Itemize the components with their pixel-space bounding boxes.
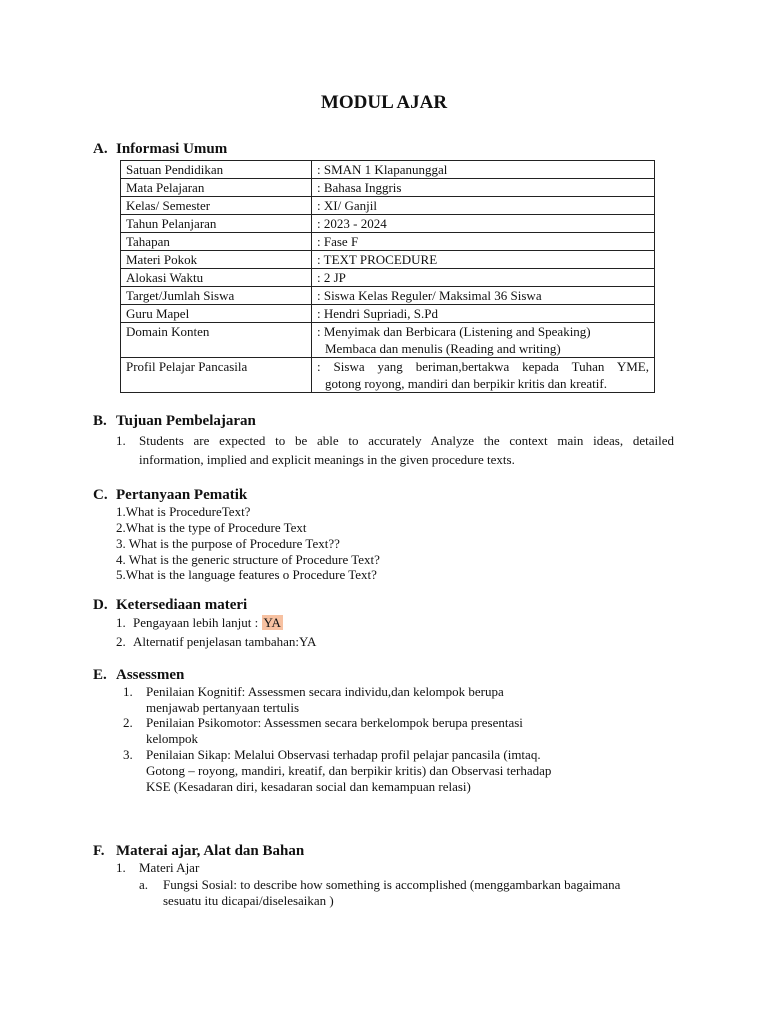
ketersediaan-item1-label: Pengayaan lebih lanjut : bbox=[133, 615, 262, 630]
section-f-heading bbox=[93, 843, 304, 860]
table-key: Kelas/ Semester bbox=[121, 197, 312, 215]
section-e-letter: E. bbox=[93, 667, 107, 683]
table-value: : Siswa Kelas Reguler/ Maksimal 36 Siswa bbox=[312, 287, 655, 305]
materi-sub-letter: a. bbox=[139, 877, 149, 892]
assessmen-item3-number: 3. bbox=[123, 747, 133, 762]
table-key: Tahun Pelanjaran bbox=[121, 215, 312, 233]
section-a-letter: A. bbox=[93, 141, 108, 157]
table-value: : Fase F bbox=[312, 233, 655, 251]
materi-item-label: Materi Ajar bbox=[139, 860, 200, 875]
section-c-heading bbox=[93, 487, 247, 504]
section-e-heading bbox=[93, 667, 184, 684]
table-value-line1: : Siswa yang beriman,bertakwa kepada Tuhan YME, bbox=[317, 359, 649, 374]
section-b-title: Tujuan Pembelajaran bbox=[116, 413, 256, 429]
assessmen-item2-number: 2. bbox=[123, 715, 133, 730]
pematik-question-5: 5.What is the language features o Procedure Text? bbox=[116, 567, 377, 582]
assessmen-item3-line3: KSE (Kesadaran diri, kesadaran social dan kemampuan relasi) bbox=[146, 779, 471, 794]
assessmen-item2-line2: kelompok bbox=[146, 731, 198, 746]
table-value bbox=[312, 358, 655, 393]
table-value: : SMAN 1 Klapanunggal bbox=[312, 161, 655, 179]
informasi-umum-table bbox=[120, 160, 655, 393]
table-value-line1: : Menyimak dan Berbicara (Listening and Speaking) bbox=[317, 324, 591, 339]
section-a-title: Informasi Umum bbox=[116, 141, 228, 157]
table-row bbox=[121, 269, 655, 287]
table-key: Alokasi Waktu bbox=[121, 269, 312, 287]
table-row bbox=[121, 358, 655, 393]
table-row bbox=[121, 233, 655, 251]
table-row bbox=[121, 287, 655, 305]
materi-item-number: 1. bbox=[116, 860, 126, 875]
assessmen-item1-line2: menjawab pertanyaan tertulis bbox=[146, 700, 300, 715]
document-title: MODUL AJAR bbox=[320, 92, 448, 113]
table-key: Tahapan bbox=[121, 233, 312, 251]
materi-sub-line1: Fungsi Sosial: to describe how something is accomplished (menggambarkan bagaimana bbox=[163, 877, 621, 892]
table-key: Domain Konten bbox=[121, 323, 312, 358]
table-key: Materi Pokok bbox=[121, 251, 312, 269]
table-value-line2: gotong royong, mandiri dan berpikir kritis dan kreatif. bbox=[325, 376, 607, 391]
pematik-question-2: 2.What is the type of Procedure Text bbox=[116, 520, 307, 535]
table-row bbox=[121, 215, 655, 233]
table-value: : XI/ Ganjil bbox=[312, 197, 655, 215]
table-row bbox=[121, 305, 655, 323]
assessmen-item3-line1: Penilaian Sikap: Melalui Observasi terhadap profil pelajar pancasila (imtaq. bbox=[146, 747, 541, 762]
table-value: : Bahasa Inggris bbox=[312, 179, 655, 197]
tujuan-item-number: 1. bbox=[116, 433, 126, 448]
materi-sub-line2: sesuatu itu dicapai/diselesaikan ) bbox=[163, 893, 334, 908]
table-value: : TEXT PROCEDURE bbox=[312, 251, 655, 269]
section-e-title: Assessmen bbox=[116, 667, 185, 683]
section-c-letter: C. bbox=[93, 487, 108, 503]
section-f-title: Materai ajar, Alat dan Bahan bbox=[116, 843, 305, 859]
table-key: Profil Pelajar Pancasila bbox=[121, 358, 312, 393]
pematik-question-3: 3. What is the purpose of Procedure Text?? bbox=[116, 536, 340, 551]
ketersediaan-item1 bbox=[133, 614, 283, 631]
tujuan-line2: information, implied and explicit meanings in the given procedure texts. bbox=[139, 452, 515, 467]
assessmen-item2-line1: Penilaian Psikomotor: Assessmen secara berkelompok berupa presentasi bbox=[146, 715, 523, 730]
table-row bbox=[121, 161, 655, 179]
section-a-heading bbox=[93, 141, 227, 158]
highlighted-value: YA bbox=[263, 615, 281, 630]
pematik-question-1: 1.What is ProcedureText? bbox=[116, 504, 251, 519]
section-b-letter: B. bbox=[93, 413, 107, 429]
table-key: Satuan Pendidikan bbox=[121, 161, 312, 179]
table-row bbox=[121, 323, 655, 358]
section-d-letter: D. bbox=[93, 597, 108, 613]
table-key: Guru Mapel bbox=[121, 305, 312, 323]
assessmen-item1-line1: Penilaian Kognitif: Assessmen secara individu,dan kelompok berupa bbox=[146, 684, 504, 699]
table-row bbox=[121, 179, 655, 197]
assessmen-item1-number: 1. bbox=[123, 684, 133, 699]
ketersediaan-item1-number: 1. bbox=[116, 615, 126, 630]
table-value: : 2023 - 2024 bbox=[312, 215, 655, 233]
section-f-letter: F. bbox=[93, 843, 105, 859]
section-b-heading bbox=[93, 413, 256, 430]
table-value-line2: Membaca dan menulis (Reading and writing) bbox=[325, 341, 561, 356]
ketersediaan-item2-number: 2. bbox=[116, 634, 126, 649]
tujuan-line1: Students are expected to be able to accurately Analyze the context main ideas, detailed bbox=[139, 433, 674, 448]
table-key: Target/Jumlah Siswa bbox=[121, 287, 312, 305]
table-value: : Hendri Supriadi, S.Pd bbox=[312, 305, 655, 323]
table-key: Mata Pelajaran bbox=[121, 179, 312, 197]
table-value: : 2 JP bbox=[312, 269, 655, 287]
section-d-heading bbox=[93, 597, 247, 614]
table-value bbox=[312, 323, 655, 358]
ketersediaan-item2: Alternatif penjelasan tambahan:YA bbox=[133, 634, 317, 649]
section-d-title: Ketersediaan materi bbox=[116, 597, 248, 613]
table-row bbox=[121, 197, 655, 215]
assessmen-item3-line2: Gotong – royong, mandiri, kreatif, dan berpikir kritis) dan Observasi terhadap bbox=[146, 763, 552, 778]
table-row bbox=[121, 251, 655, 269]
section-c-title: Pertanyaan Pematik bbox=[116, 487, 248, 503]
pematik-question-4: 4. What is the generic structure of Procedure Text? bbox=[116, 552, 380, 567]
